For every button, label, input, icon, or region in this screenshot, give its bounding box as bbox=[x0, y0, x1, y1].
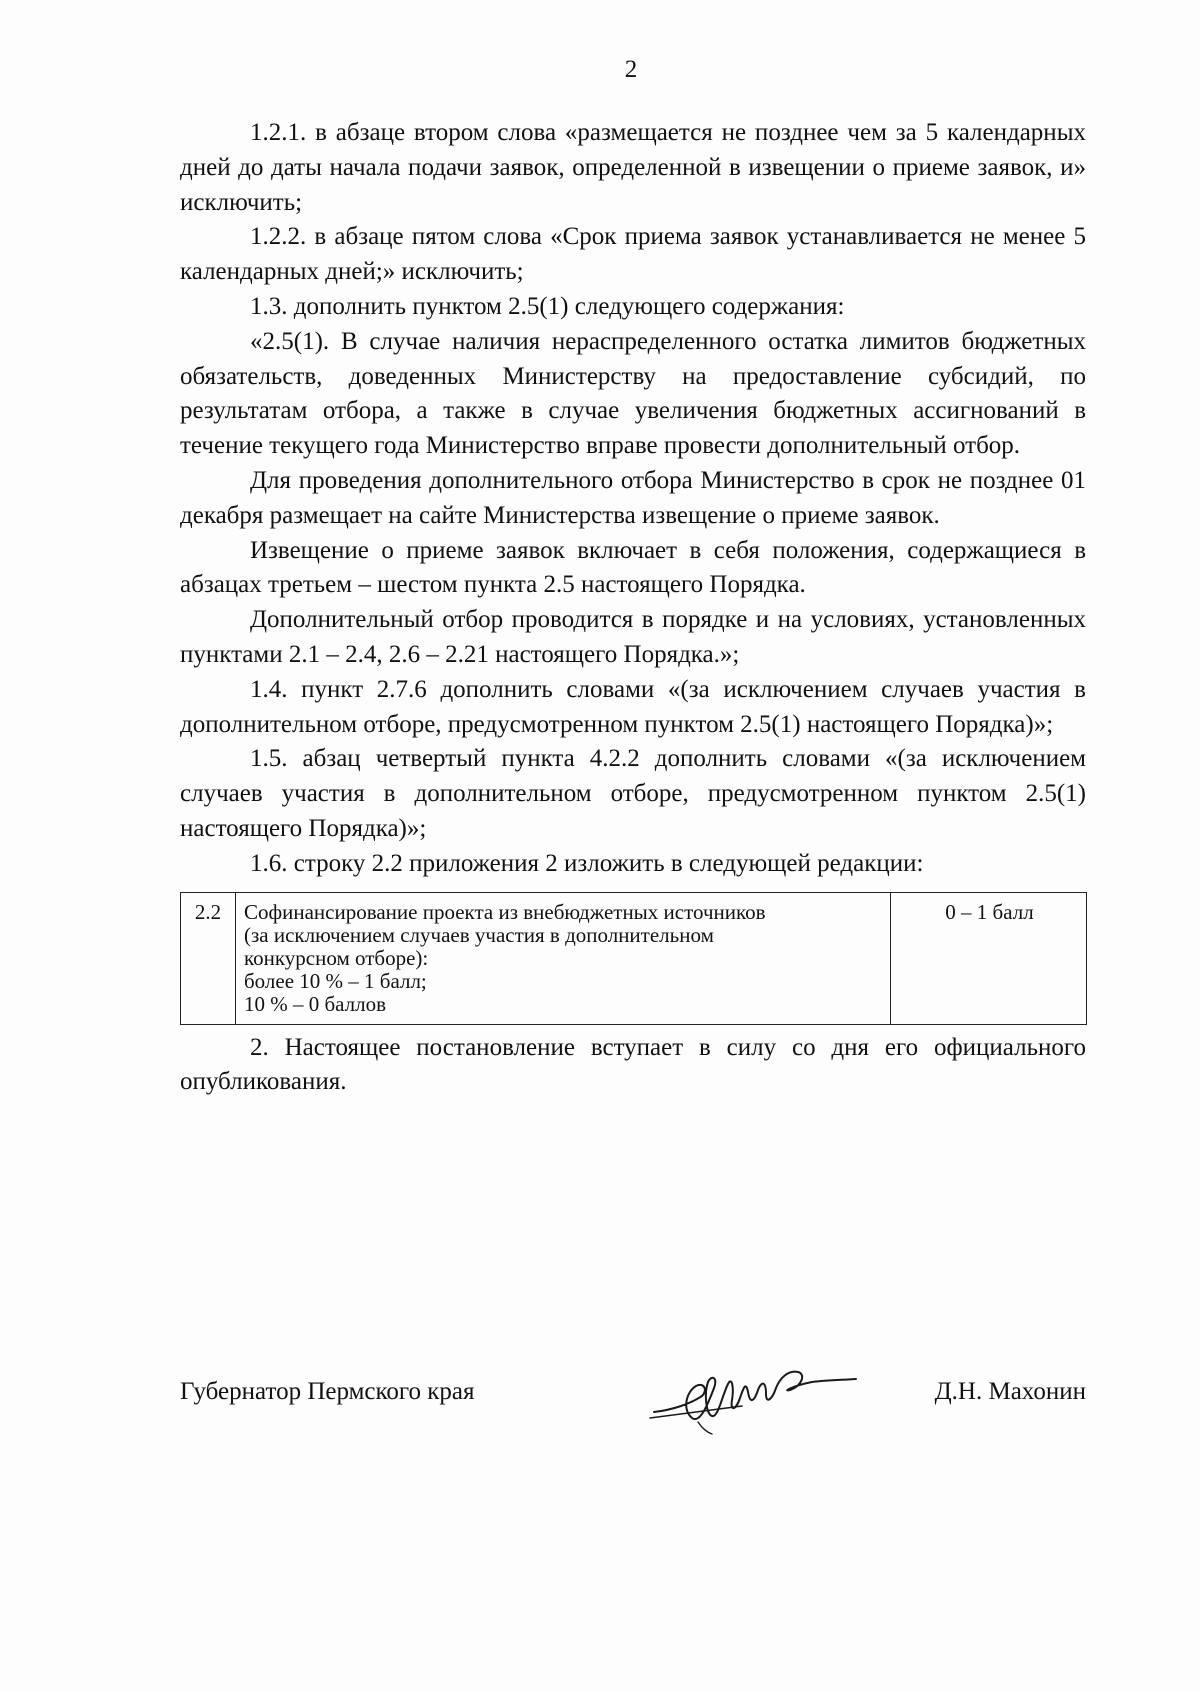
description-line: Софинансирование проекта из внебюджетных источников bbox=[244, 899, 766, 924]
paragraph-1-5: 1.5. абзац четвертый пункта 4.2.2 дополнить словами «(за исключением случаев участия в дополнительном отборе, предусмотренном пунктом 2.5(1) настоящего Порядка)»; bbox=[180, 745, 1086, 842]
table-cell-number: 2.2 bbox=[181, 892, 236, 1024]
description-line: конкурсном отборе): bbox=[244, 945, 429, 970]
paragraph-2-5-1: «2.5(1). В случае наличия нераспределенного остатка лимитов бюджетных обязательств, доведенных Министерству на предоставление субсидий, по результатам отбора, а также в случае увеличения бюджетных ассигнований в течение текущего года Министерство вправе провести дополнительный отбор. bbox=[180, 327, 1086, 460]
table-row bbox=[181, 892, 1087, 1024]
description-line: более 10 % – 1 балл; bbox=[244, 968, 427, 993]
paragraph-1-4: 1.4. пункт 2.7.6 дополнить словами «(за исключением случаев участия в дополнительном отборе, предусмотренном пунктом 2.5(1) настоящего Порядка)»; bbox=[180, 675, 1086, 738]
paragraph-1-6: 1.6. строку 2.2 приложения 2 изложить в следующей редакции: bbox=[250, 849, 924, 877]
signatory-name: Д.Н. Махонин bbox=[934, 1378, 1086, 1405]
description-line: (за исключением случаев участия в дополнительном bbox=[244, 922, 714, 947]
paragraph-additional-selection-notice: Для проведения дополнительного отбора Министерство в срок не позднее 01 декабря размещает на сайте Министерства извещение о приеме заявок. bbox=[180, 466, 1086, 529]
table-cell-score: 0 – 1 балл bbox=[891, 892, 1087, 1024]
signatory-position: Губернатор Пермского края bbox=[180, 1378, 475, 1405]
description-line: 10 % – 0 баллов bbox=[244, 991, 387, 1016]
paragraph-1-2-1: 1.2.1. в абзаце втором слова «размещается не позднее чем за 5 календарных дней до даты начала подачи заявок, определенной в извещении о приеме заявок, и» исключить; bbox=[180, 119, 1086, 216]
paragraph-additional-selection-procedure: Дополнительный отбор проводится в порядке и на условиях, установленных пунктами 2.1 – 2.4, 2.6 – 2.21 настоящего Порядка.»; bbox=[180, 606, 1086, 668]
paragraph-1-2-2: 1.2.2. в абзаце пятом слова «Срок приема заявок устанавливается не менее 5 календарных дней;» исключить; bbox=[180, 223, 1086, 286]
paragraph-1-3: 1.3. дополнить пунктом 2.5(1) следующего содержания: bbox=[250, 292, 845, 320]
signature-block bbox=[180, 1364, 1086, 1444]
criteria-table bbox=[180, 892, 1087, 1025]
paragraph-entry-into-force: 2. Настоящее постановление вступает в силу со дня его официального опубликования. bbox=[180, 1033, 1086, 1096]
table-cell-description bbox=[236, 892, 891, 1024]
paragraph-notice-contents: Извещение о приеме заявок включает в себя положения, содержащиеся в абзацах третьем – шестом пункта 2.5 настоящего Порядка. bbox=[180, 536, 1086, 599]
handwritten-signature bbox=[642, 1352, 862, 1442]
document-body bbox=[180, 116, 1086, 1100]
page-number: 2 bbox=[624, 56, 638, 83]
